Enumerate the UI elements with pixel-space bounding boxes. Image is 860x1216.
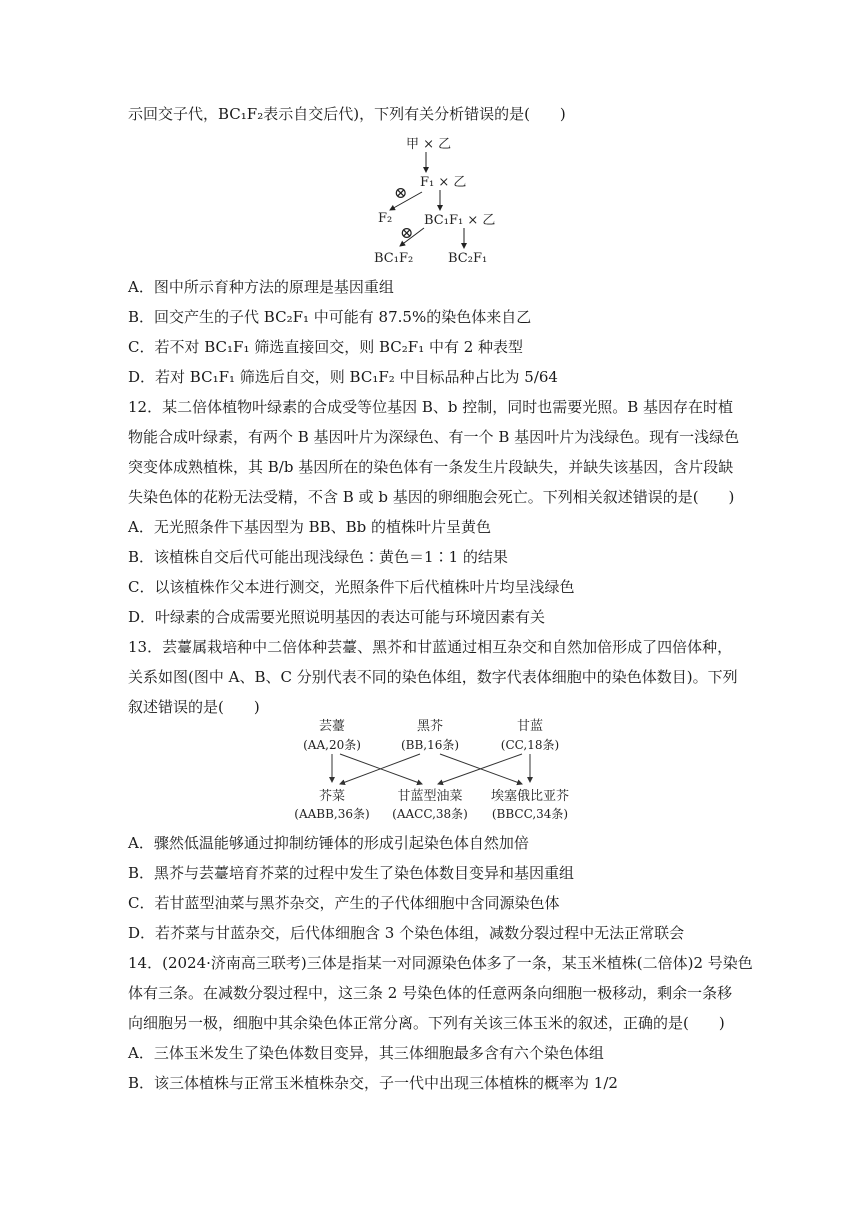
q12-option-c: C．以该植株作父本进行测交，光照条件下后代植株叶片均呈浅绿色 [128,578,575,596]
q14-stem-line-2: 体有三条。在减数分裂过程中，这三条 2 号染色体的任意两条向细胞一极移动，剩余一条移 [128,984,733,1002]
q11-bc2f1: BC₂F₁ [448,251,488,266]
q13-stem-line-1: 13．芸薹属栽培种中二倍体种芸薹、黑芥和甘蓝通过相互杂交和自然加倍形成了四倍体种， [128,638,733,656]
q11-f1-cross: F₁ × 乙 [420,175,467,190]
q13-bottom-genome-3: (BBCC,34条) [491,807,569,821]
q12-option-d: D．叶绿素的合成需要光照说明基因的表达可能与环境因素有关 [128,608,546,626]
q13-stem-line-3: 叙述错误的是( ) [128,698,260,716]
q11-option-b: B．回交产生的子代 BC₂F₁ 中可能有 87.5%的染色体来自乙 [128,308,532,326]
q12-stem-line-4: 失染色体的花粉无法受精，不含 B 或 b 基因的卵细胞会死亡。下列相关叙述错误的是( ) [128,488,735,506]
q13-top-name-2: 黑芥 [416,719,444,734]
q13-option-c: C．若甘蓝型油菜与黑芥杂交，产生的子代体细胞中含同源染色体 [128,894,560,912]
q13-bottom-name-1: 芥菜 [318,789,346,804]
q13-top-name-1: 芸薹 [318,719,346,734]
q11-f2: F₂ [378,211,393,226]
q11-stem-end: 示回交子代，BC₁F₂表示自交后代)，下列有关分析错误的是( ) [128,105,566,123]
q14-stem-line-1: 14．(2024·济南高三联考)三体是指某一对同源染色体多了一条，某玉米植株(二倍体)2 号染色 [128,954,753,972]
q12-stem-line-3: 突变体成熟植株，其 B/b 基因所在的染色体有一条发生片段缺失，并缺失该基因，含片段缺 [128,458,734,476]
q13-option-d: D．若芥菜与甘蓝杂交，后代体细胞含 3 个染色体组，减数分裂过程中无法正常联会 [128,924,685,942]
q11-option-a: A．图中所示育种方法的原理是基因重组 [128,278,394,296]
q13-bottom-genome-1: (AABB,36条) [294,807,370,821]
q13-bottom-name-3: 埃塞俄比亚芥 [490,789,570,804]
q13-option-b: B．黑芥与芸薹培育芥菜的过程中发生了染色体数目变异和基因重组 [128,864,575,882]
q13-bottom-genome-2: (AACC,38条) [392,807,468,821]
q13-top-name-3: 甘蓝 [516,719,544,734]
q13-bottom-name-2: 甘蓝型油菜 [397,789,463,804]
q11-self-symbol-1: ⊗ [394,183,408,202]
q13-stem-line-2: 关系如图(图中 A、B、C 分别代表不同的染色体组，数字代表体细胞中的染色体数目)。下列 [128,668,738,686]
q11-bc1f2: BC₁F₂ [374,251,414,266]
q13-brassica-diagram [280,714,580,824]
q11-option-d: D．若对 BC₁F₁ 筛选后自交，则 BC₁F₂ 中目标品种占比为 5/64 [128,368,558,386]
q12-stem-line-1: 12．某二倍体植物叶绿素的合成受等位基因 B、b 控制，同时也需要光照。B 基因存在时植 [128,398,734,416]
q11-self-symbol-2: ⊗ [400,223,414,242]
q12-option-b: B．该植株自交后代可能出现浅绿色∶黄色＝1∶1 的结果 [128,548,508,566]
q14-option-a: A．三体玉米发生了染色体数目变异，其三体细胞最多含有六个染色体组 [128,1044,604,1062]
q13-top-genome-2: (BB,16条) [400,738,460,752]
q11-option-c: C．若不对 BC₁F₁ 筛选直接回交，则 BC₂F₁ 中有 2 种表型 [128,338,524,356]
q12-stem-line-2: 物能合成叶绿素，有两个 B 基因叶片为深绿色、有一个 B 基因叶片为浅绿色。现有一浅绿色 [128,428,740,446]
q11-breeding-diagram [360,132,500,270]
q13-top-genome-3: (CC,18条) [500,738,560,752]
q13-option-a: A．骤然低温能够通过抑制纺锤体的形成引起染色体自然加倍 [128,834,529,852]
q11-bc1f1-cross: BC₁F₁ × 乙 [424,213,496,228]
q14-option-b: B．该三体植株与正常玉米植株杂交，子一代中出现三体植株的概率为 1/2 [128,1074,618,1092]
q12-option-a: A．无光照条件下基因型为 BB、Bb 的植株叶片呈黄色 [128,518,492,536]
q13-top-genome-1: (AA,20条) [303,738,361,752]
q14-stem-line-3: 向细胞另一极，细胞中其余染色体正常分离。下列有关该三体玉米的叙述，正确的是( ) [128,1014,725,1032]
q11-parents: 甲 × 乙 [406,137,452,152]
